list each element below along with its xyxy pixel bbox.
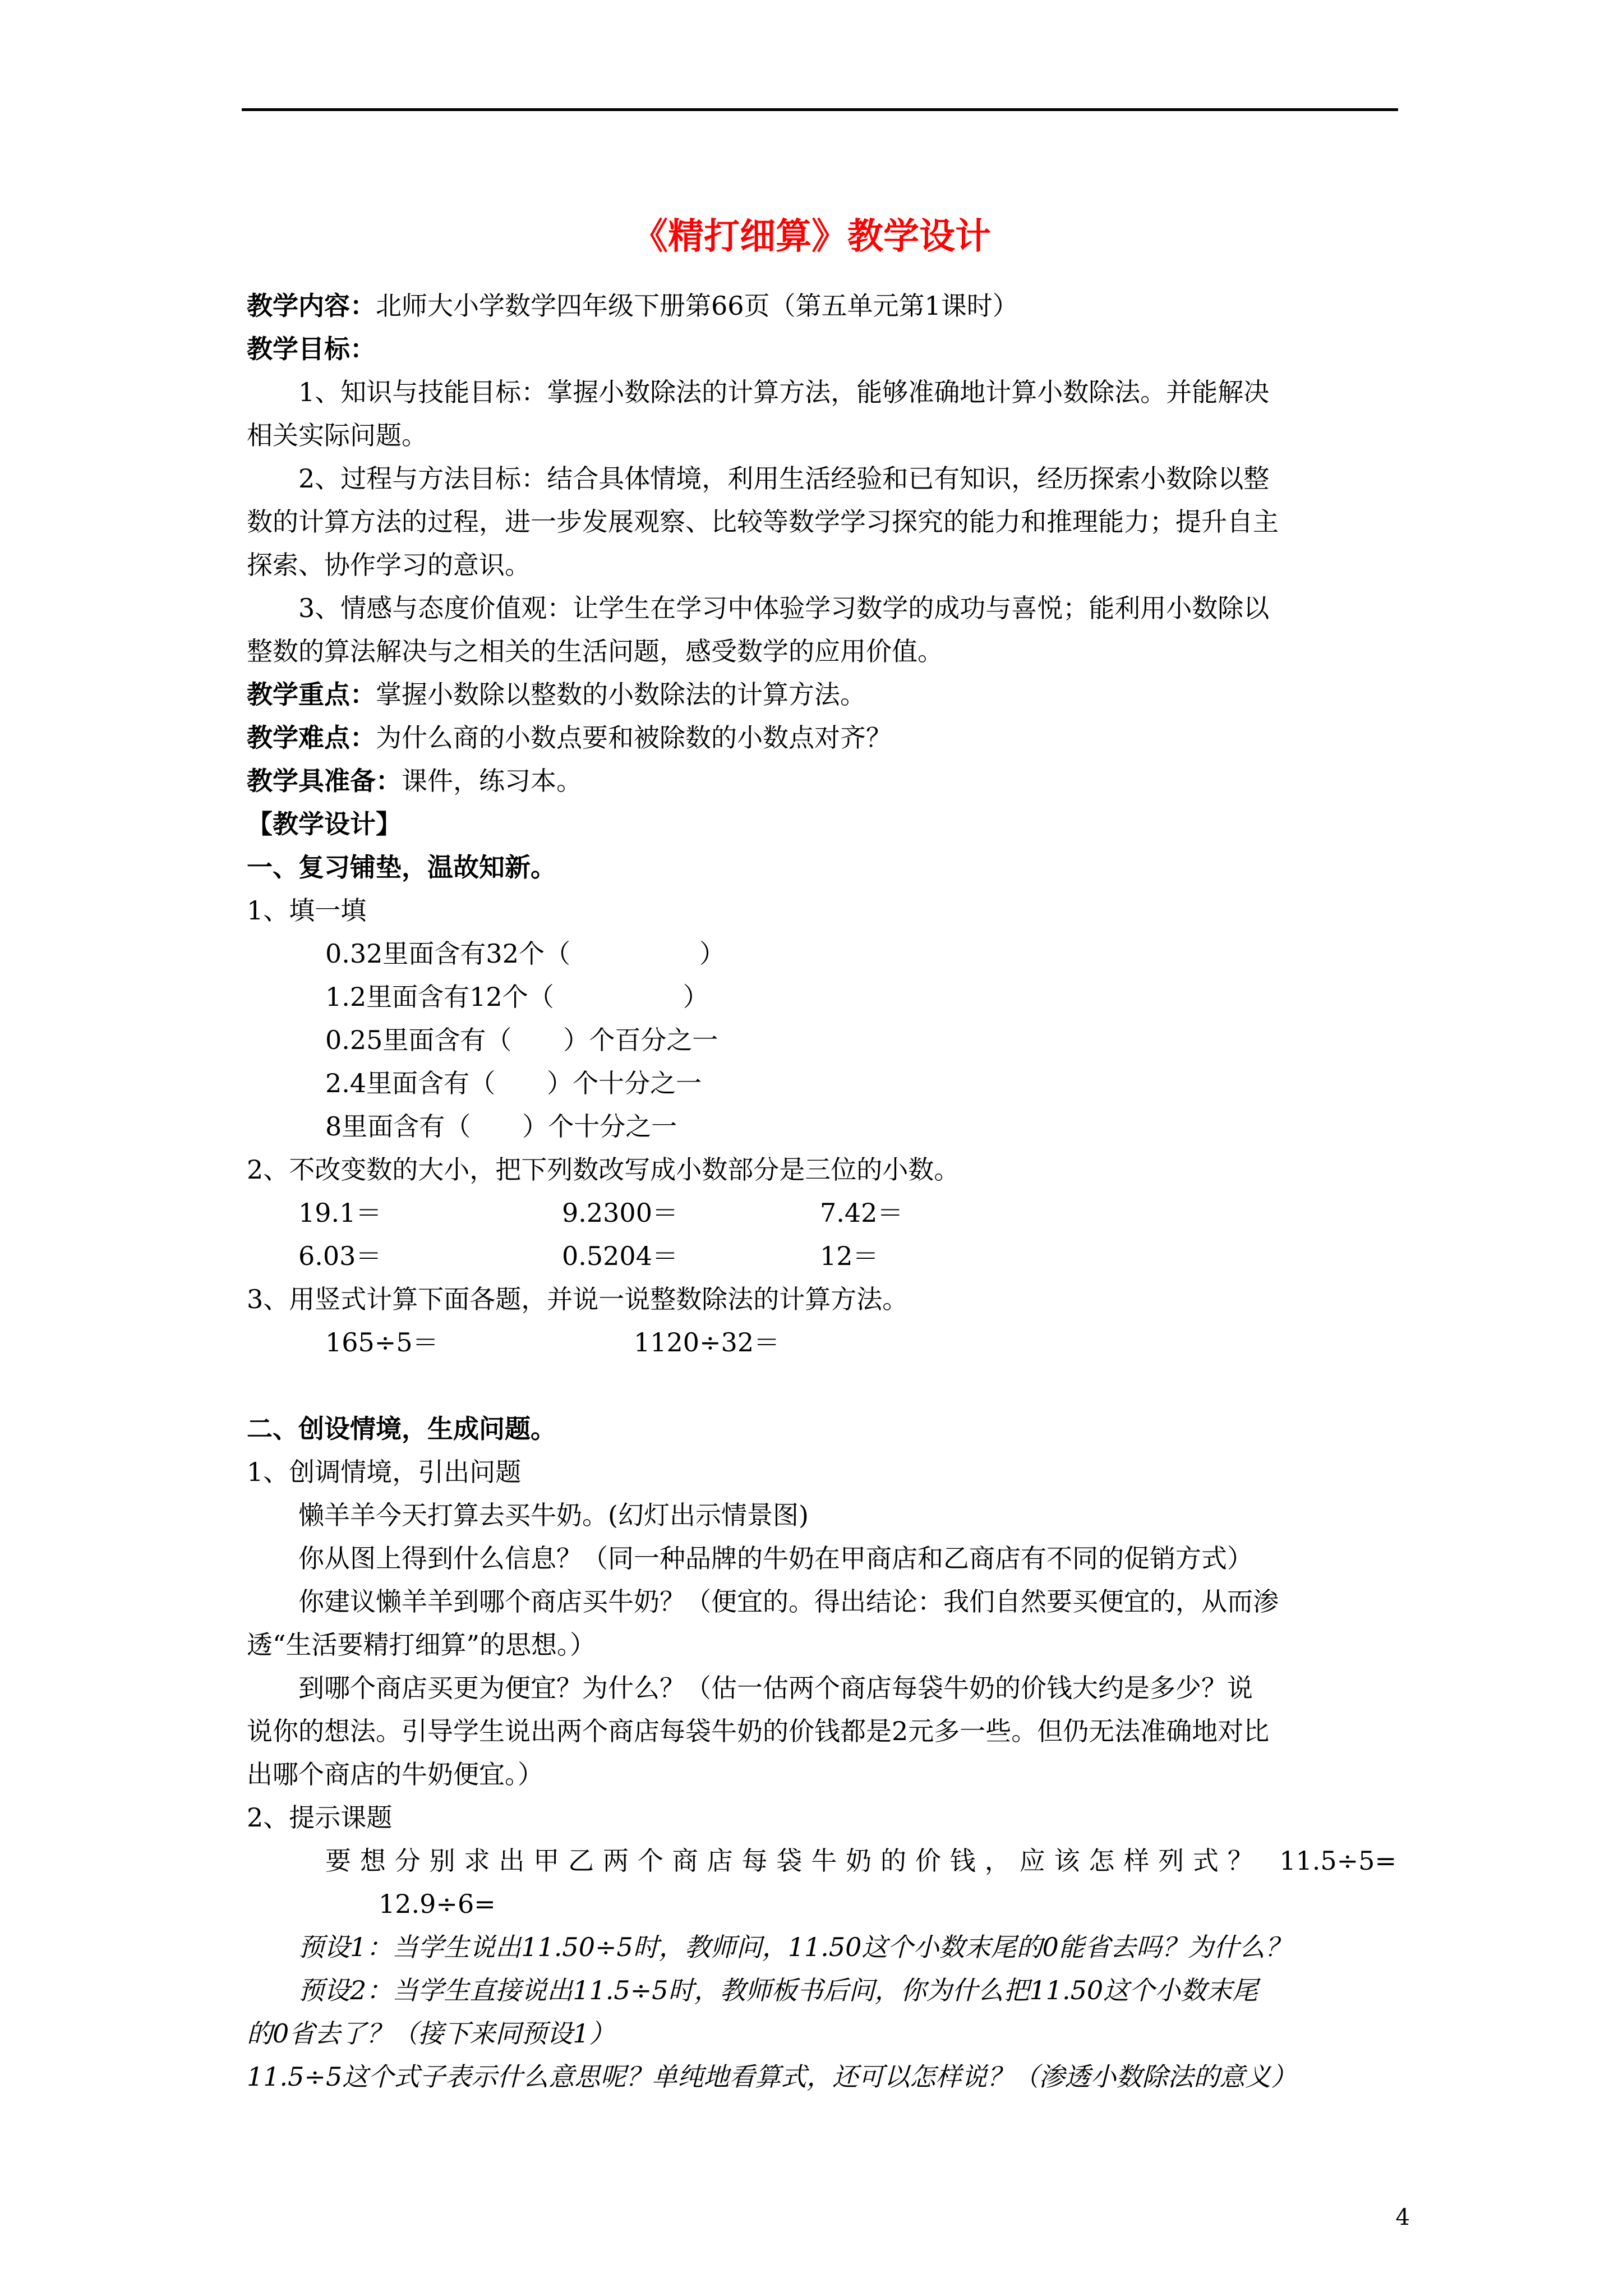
paragraph: 出哪个商店的牛奶便宜。） <box>247 1759 543 1789</box>
rewrite-item: 6.03＝ <box>298 1241 382 1271</box>
paragraph: 到哪个商店买更为便宜？为什么？（估一估两个商店每袋牛奶的价钱大约是多少？说 <box>298 1673 1253 1703</box>
rewrite-item: 7.42＝ <box>820 1198 903 1228</box>
goal3-line-a: 3、情感与态度价值观：让学生在学习中体验学习数学的成功与喜悦；能利用小数除以 <box>298 593 1270 623</box>
fill-item: 1.2里面含有12个（ ） <box>325 982 709 1012</box>
preset-line: 预设1：当学生说出11.50÷5时，教师问，11.50这个小数末尾的0能省去吗？为什么？ <box>298 1932 1291 1962</box>
preset-line: 的0省去了？（接下来同预设1） <box>247 2018 615 2049</box>
paragraph: 要想分别求出甲乙两个商店每袋牛奶的价钱，应该怎样列式？ 11.5÷5= <box>325 1846 1396 1876</box>
content-value: 北师大小学数学四年级下册第66页（第五单元第1课时） <box>376 291 1018 321</box>
content-label: 教学内容： <box>247 291 376 321</box>
fill-item: 8里面含有（ ）个十分之一 <box>325 1111 677 1142</box>
goal3-line-b: 整数的算法解决与之相关的生活问题，感受数学的应用价值。 <box>247 636 943 666</box>
header-rule <box>242 108 1398 111</box>
fill-item: 2.4里面含有（ ）个十分之一 <box>325 1068 702 1098</box>
rewrite-row <box>247 1235 1396 1278</box>
rewrite-row <box>247 1191 1396 1235</box>
key-point-value: 掌握小数除以整数的小数除法的计算方法。 <box>376 679 866 710</box>
calc-item: 165÷5＝ <box>325 1327 439 1358</box>
rewrite-item: 19.1＝ <box>298 1198 382 1228</box>
spacer <box>247 1364 1396 1407</box>
goal2-line-b: 数的计算方法的过程，进一步发展观察、比较等数学学习探究的能力和推理能力；提升自主 <box>247 507 1279 537</box>
page-number: 4 <box>1395 2205 1410 2230</box>
preset-line: 11.5÷5这个式子表示什么意思呢？单纯地看算式，还可以怎样说？（渗透小数除法的意义） <box>247 2062 1297 2092</box>
preparation-line <box>247 760 1396 803</box>
goal2-line-a: 2、过程与方法目标：结合具体情境，利用生活经验和已有知识，经历探索小数除以整 <box>298 463 1270 494</box>
preparation-value: 课件，练习本。 <box>402 766 582 796</box>
difficulty-label: 教学难点： <box>247 723 376 753</box>
goal1-line-a: 1、知识与技能目标：掌握小数除法的计算方法，能够准确地计算小数除法。并能解决 <box>298 377 1270 407</box>
paragraph: 懒羊羊今天打算去买牛奶。(幻灯出示情景图) <box>298 1500 809 1530</box>
preparation-label: 教学具准备： <box>247 766 402 796</box>
paragraph: 12.9÷6= <box>379 1889 496 1919</box>
section2-sub1: 1、创调情境，引出问题 <box>247 1457 522 1487</box>
key-point-label: 教学重点： <box>247 679 376 710</box>
rewrite-item: 0.5204＝ <box>562 1241 678 1271</box>
content-line <box>247 284 1396 328</box>
section2-heading: 二、创设情境，生成问题。 <box>247 1414 556 1444</box>
section1-heading: 一、复习铺垫，温故知新。 <box>247 852 556 882</box>
rewrite-item: 12＝ <box>820 1241 879 1271</box>
document-body <box>247 284 1396 2099</box>
question3: 3、用竖式计算下面各题，并说一说整数除法的计算方法。 <box>247 1284 909 1314</box>
fill-item: 0.25里面含有（ ）个百分之一 <box>325 1025 718 1055</box>
preset-line: 预设2：当学生直接说出11.5÷5时，教师板书后问，你为什么把11.50这个小数末尾 <box>298 1975 1258 2005</box>
paragraph: 你从图上得到什么信息？（同一种品牌的牛奶在甲商店和乙商店有不同的促销方式） <box>298 1543 1253 1573</box>
calc-item: 1120÷32＝ <box>634 1327 780 1358</box>
question1: 1、填一填 <box>247 895 367 926</box>
key-point-line <box>247 673 1396 716</box>
calc-row <box>247 1321 1396 1364</box>
goal2-line-c: 探索、协作学习的意识。 <box>247 550 531 580</box>
rewrite-item: 9.2300＝ <box>562 1198 678 1228</box>
paragraph: 说你的想法。引导学生说出两个商店每袋牛奶的价钱都是2元多一些。但仍无法准确地对比 <box>247 1716 1270 1746</box>
design-label: 【教学设计】 <box>247 809 402 839</box>
goal1-line-b: 相关实际问题。 <box>247 420 427 450</box>
goals-label: 教学目标： <box>247 334 376 364</box>
question2: 2、不改变数的大小，把下列数改写成小数部分是三位的小数。 <box>247 1154 960 1185</box>
difficulty-value: 为什么商的小数点要和被除数的小数点对齐？ <box>376 723 892 753</box>
paragraph: 你建议懒羊羊到哪个商店买牛奶？（便宜的。得出结论：我们自然要买便宜的，从而渗 <box>298 1586 1279 1617</box>
paragraph: 透“生活要精打细算”的思想。） <box>247 1630 596 1660</box>
page-title: 《精打细算》教学设计 <box>632 215 991 257</box>
fill-item: 0.32里面含有32个（ ） <box>325 938 725 969</box>
section2-sub2: 2、提示课题 <box>247 1802 393 1833</box>
difficulty-line <box>247 716 1396 760</box>
